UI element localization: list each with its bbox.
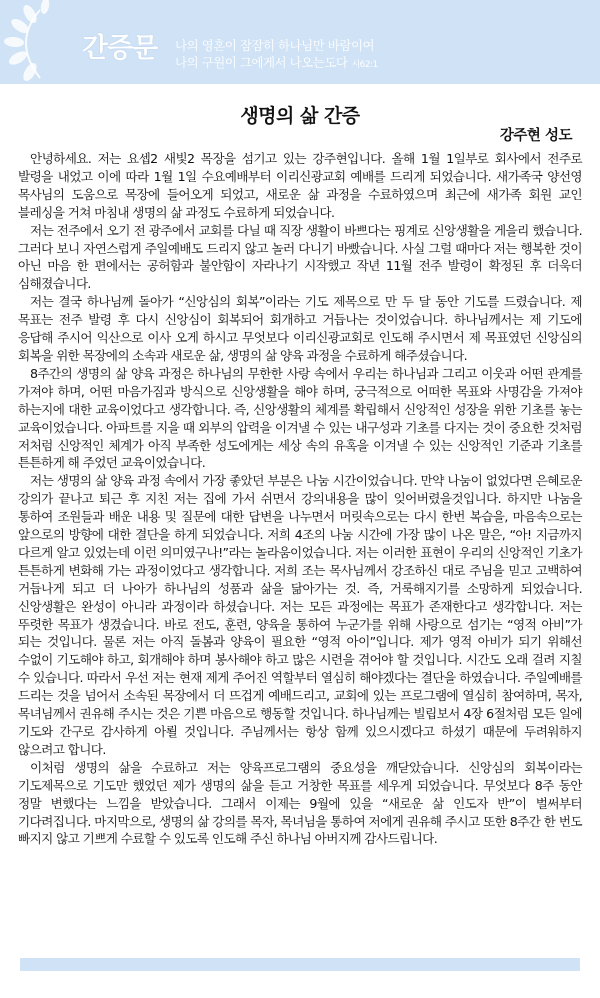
verse-line-2-text: 나의 구원이 그에게서 나오는도다: [175, 55, 348, 70]
verse-line-2: [175, 54, 378, 74]
paragraph: 이처럼 생명의 삶을 수료하고 저는 양육프로그램의 중요성을 깨닫았습니다. 신앙심의 회복이라는 기도제목으로 기도만 했었던 제가 생명의 삶을 듣고 거창한 목표를 세우게 되었습니다. 무엇보다 8주 동안 정말 변했다는 느낌을 받았습니다. 그래서 이제는 9월에 있을 “새로운 삶 인도자 반”이 벌써부터 기다려집니다. 마지막으로, 생명의 삶 강의를 목자, 목녀님을 통하여 저에게 권유해 주시고 또한 8주간 한 번도 빠지지 않고 기쁘게 수료할 수 있도록 인도해 주신 하나님 아버지께 감사드립니다.: [18, 759, 582, 847]
header-banner: [0, 0, 600, 84]
paragraph: 8주간의 생명의 삶 양육 과정은 하나님의 무한한 사랑 속에서 우리는 하나님과 그리고 이웃과 어떤 관계를 가져야 하며, 어떤 마음가짐과 방식으로 신앙생활을 해야 하며, 궁극적으로 어떠한 목표와 사명감을 가져야 하는지에 대한 교육이었다고 생각합니다. 즉, 신앙생활의 체계를 확립해서 신앙적인 성장을 위한 기초를 놓는 교육이었습니다. 아파트를 지을 때 외부의 압력을 이겨낼 수 있는 내구성과 기초를 다지는 것이 중요한 것처럼 저처럼 신앙적인 체계가 아직 부족한 성도에게는 세상 속의 유혹을 이겨낼 수 있는 신앙적인 기준과 기초를 튼튼하게 해 주었던 교육이었습니다.: [18, 365, 582, 471]
verse-reference: 시62:1: [351, 60, 378, 70]
header-verse: [175, 37, 378, 74]
footer-bar: [20, 958, 580, 971]
paragraph: 저는 생명의 삶 양육 과정 속에서 가장 좋았던 부분은 나눔 시간이었습니다. 만약 나눔이 없었다면 은혜로운 강의가 끝나고 퇴근 후 지친 저는 집에 가서 쉬면서 강의내용을 많이 잊어버렸을것입니다. 하지만 나눔을 통하여 조원들과 배운 내용 및 질문에 대한 답변을 나누면서 머릿속으로는 다시 한번 복습을, 마음속으로는 앞으로의 방향에 대한 결단을 하게 되었습니다. 저희 4조의 나눔 시간에 가장 많이 나온 말은, “아! 지금까지 다르게 알고 있었는데 이런 의미였구나!”라는 놀라움이었습니다. 저는 이러한 표현이 우리의 신앙적인 기초가 튼튼하게 변화해 가는 과정이었다고 생각합니다. 저희 조는 목사님께서 강조하신 대로 주님을 믿고 고백하여 거듭나게 되고 더 나아가 하나님의 성품과 삶을 닮아가는 것. 즉, 거룩해지기를 소망하게 되었습니다. 신앙생활은 완성이 아니라 과정이라 하셨습니다. 저는 모든 과정에는 목표가 존재한다고 생각합니다. 저는 뚜렷한 목표가 생겼습니다. 바로 전도, 훈련, 양육을 통하여 누군가를 위해 사랑으로 섬기는 “영적 아비”가 되는 것입니다. 물론 저는 아직 돌봄과 양육이 필요한 “영적 아이”입니다. 제가 영적 아비가 되기 위해선 수없이 기도해야 하고, 회개해야 하며 봉사해야 하고 많은 시련을 겪어야 할 것입니다. 시간도 오래 걸려 지칠 수 있습니다. 따라서 우선 저는 현재 제게 주어진 역할부터 열심히 해야겠다는 결단을 하였습니다. 주일예배를 드리는 것을 넘어서 소속된 목장에서 더 뜨겁게 예배드리고, 교회에 있는 프로그램에 열심히 참여하며, 목자, 목녀님께서 권유해 주시는 것은 기쁜 마음으로 행동할 것입니다. 하나님께는 빌립보서 4장 6절처럼 모든 일에 기도와 간구로 감사하게 아뢸 것입니다. 주님께서는 항상 함께 있으시겠다고 하셨기 때문에 두려워하지 않으려고 합니다.: [18, 473, 583, 757]
testimony-body: [18, 150, 582, 848]
verse-line-1: 나의 영혼이 잠잠히 하나님만 바람이여: [175, 38, 375, 53]
paragraph: 안녕하세요. 저는 요셉2 새빛2 목장을 섬기고 있는 강주현입니다. 올해 1월 1일부로 회사에서 전주로 발령을 내었고 이에 따라 1월 1일 수요예배부터 이리신광교회 예배를 드리게 되었습니다. 새가족국 양선영 목사님의 도움으로 목장에 들어오게 되었고, 새로운 삶 과정을 수료하였으며 최근에 새가족 회원 교인 블레싱을 거쳐 마침내 생명의 삶 과정도 수료하게 되었습니다.: [18, 151, 582, 220]
header-title: 간증문: [82, 33, 158, 64]
paragraph: 저는 결국 하나님께 돌아가 “신앙심의 회복”이라는 기도 제목으로 만 두 달 동안 기도를 드렸습니다. 제 목표는 전주 발령 후 다시 신앙심이 회복되어 회개하고 거듭나는 것이었습니다. 하나님께서는 제 기도에 응답해 주시어 익산으로 이사 오게 하시고 무엇보다 이리신광교회로 인도해 주시면서 제 목표였던 신앙심의 회복을 위한 목장에의 소속과 새로운 삶, 생명의 삶 양육 과정을 수료하게 해주셨습니다.: [18, 294, 582, 363]
paragraph: 저는 전주에서 오기 전 광주에서 교회를 다닐 때 직장 생활이 바쁘다는 핑계로 신앙생활을 게을리 했습니다. 그러다 보니 자연스럽게 주일예배도 드리지 않고 놀러 다니기 바빴습니다. 사실 그럴 때마다 저는 행복한 것이 아닌 마음 한 편에서는 공허함과 불안함이 자라나기 시작했고 작년 11월 전주 발령이 확정된 후 더욱더 심해졌습니다.: [18, 222, 582, 292]
document-title: 생명의 삶 간증: [240, 105, 360, 127]
author-name: 강주현 성도: [499, 128, 572, 144]
